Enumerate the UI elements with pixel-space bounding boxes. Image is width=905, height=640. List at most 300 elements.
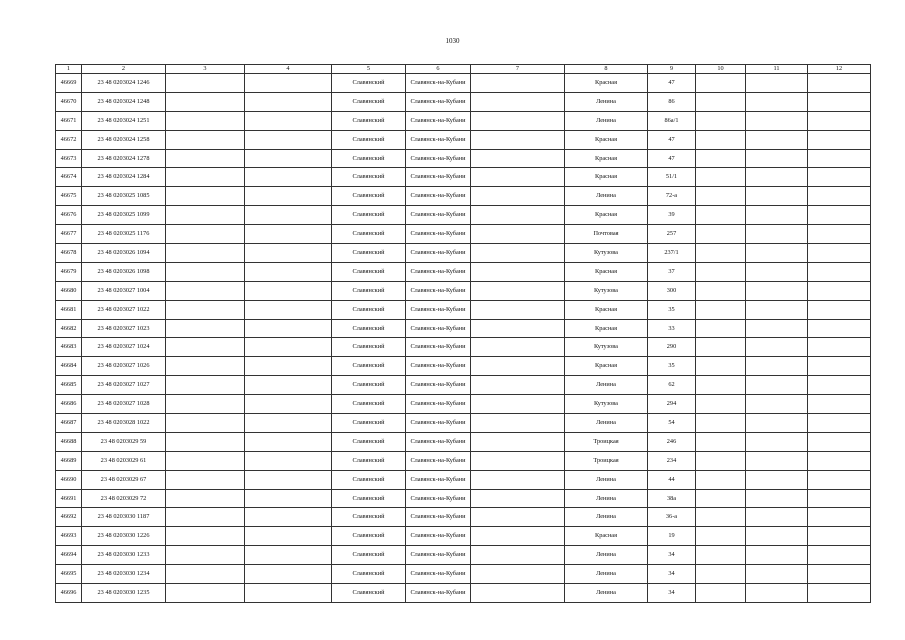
empty-cell (471, 262, 565, 281)
empty-cell (696, 130, 746, 149)
empty-cell (166, 489, 245, 508)
empty-cell (696, 225, 746, 244)
cadastral-number: 23 48 0203024 1251 (82, 111, 166, 130)
table-row (56, 338, 871, 357)
empty-cell (471, 319, 565, 338)
district-cell: Славянский (332, 319, 406, 338)
house-cell: 246 (648, 432, 696, 451)
locality-cell: Славянск-на-Кубани (406, 451, 471, 470)
empty-cell (245, 244, 332, 263)
row-number: 46670 (56, 92, 82, 111)
empty-cell (808, 206, 871, 225)
district-cell: Славянский (332, 262, 406, 281)
locality-cell: Славянск-на-Кубани (406, 168, 471, 187)
district-cell: Славянский (332, 584, 406, 603)
table-row (56, 187, 871, 206)
cadastral-number: 23 48 0203027 1023 (82, 319, 166, 338)
cadastral-number: 23 48 0203027 1004 (82, 281, 166, 300)
empty-cell (746, 584, 808, 603)
table-row (56, 376, 871, 395)
empty-cell (166, 527, 245, 546)
district-cell: Славянский (332, 92, 406, 111)
empty-cell (696, 206, 746, 225)
page-number: 1030 (445, 37, 460, 45)
empty-cell (245, 432, 332, 451)
empty-cell (746, 74, 808, 93)
empty-cell (471, 300, 565, 319)
row-number: 46680 (56, 281, 82, 300)
table-row (56, 432, 871, 451)
empty-cell (166, 149, 245, 168)
empty-cell (166, 546, 245, 565)
street-cell: Почтовая (565, 225, 648, 244)
empty-cell (166, 376, 245, 395)
empty-cell (696, 74, 746, 93)
empty-cell (696, 168, 746, 187)
house-cell: 34 (648, 584, 696, 603)
empty-cell (696, 584, 746, 603)
street-cell: Ленина (565, 489, 648, 508)
locality-cell: Славянск-на-Кубани (406, 376, 471, 395)
empty-cell (471, 130, 565, 149)
district-cell: Славянский (332, 111, 406, 130)
empty-cell (471, 451, 565, 470)
empty-cell (808, 565, 871, 584)
house-cell: 34 (648, 546, 696, 565)
empty-cell (746, 244, 808, 263)
row-number: 46678 (56, 244, 82, 263)
empty-cell (746, 395, 808, 414)
row-number: 46694 (56, 546, 82, 565)
row-number: 46674 (56, 168, 82, 187)
empty-cell (245, 206, 332, 225)
cadastral-number: 23 48 0203030 1233 (82, 546, 166, 565)
column-header: 8 (565, 65, 648, 74)
empty-cell (696, 262, 746, 281)
empty-cell (471, 281, 565, 300)
cadastral-number: 23 48 0203027 1022 (82, 300, 166, 319)
empty-cell (471, 489, 565, 508)
empty-cell (696, 414, 746, 433)
street-cell: Красная (565, 262, 648, 281)
house-cell: 19 (648, 527, 696, 546)
district-cell: Славянский (332, 470, 406, 489)
column-header: 12 (808, 65, 871, 74)
empty-cell (245, 130, 332, 149)
district-cell: Славянский (332, 206, 406, 225)
house-cell: 33 (648, 319, 696, 338)
empty-cell (696, 470, 746, 489)
locality-cell: Славянск-на-Кубани (406, 74, 471, 93)
empty-cell (746, 111, 808, 130)
column-header: 1 (56, 65, 82, 74)
street-cell: Красная (565, 300, 648, 319)
row-number: 46696 (56, 584, 82, 603)
empty-cell (746, 451, 808, 470)
empty-cell (471, 546, 565, 565)
empty-cell (746, 319, 808, 338)
empty-cell (471, 508, 565, 527)
empty-cell (245, 395, 332, 414)
empty-cell (471, 111, 565, 130)
street-cell: Кутузова (565, 395, 648, 414)
district-cell: Славянский (332, 281, 406, 300)
cadastral-number: 23 48 0203030 1234 (82, 565, 166, 584)
street-cell: Кутузова (565, 244, 648, 263)
empty-cell (746, 206, 808, 225)
locality-cell: Славянск-на-Кубани (406, 300, 471, 319)
empty-cell (808, 319, 871, 338)
table-body (56, 74, 871, 603)
empty-cell (746, 546, 808, 565)
column-header: 5 (332, 65, 406, 74)
street-cell: Ленина (565, 376, 648, 395)
empty-cell (245, 92, 332, 111)
table-row (56, 395, 871, 414)
empty-cell (166, 244, 245, 263)
cadastral-number: 23 48 0203030 1226 (82, 527, 166, 546)
empty-cell (166, 395, 245, 414)
empty-cell (808, 432, 871, 451)
cadastral-number: 23 48 0203025 1176 (82, 225, 166, 244)
table-row (56, 244, 871, 263)
table-row (56, 168, 871, 187)
column-header: 6 (406, 65, 471, 74)
empty-cell (166, 319, 245, 338)
locality-cell: Славянск-на-Кубани (406, 319, 471, 338)
empty-cell (245, 376, 332, 395)
empty-cell (696, 149, 746, 168)
empty-cell (471, 565, 565, 584)
district-cell: Славянский (332, 565, 406, 584)
street-cell: Красная (565, 168, 648, 187)
street-cell: Красная (565, 149, 648, 168)
empty-cell (471, 168, 565, 187)
street-cell: Красная (565, 74, 648, 93)
district-cell: Славянский (332, 187, 406, 206)
empty-cell (746, 376, 808, 395)
empty-cell (245, 111, 332, 130)
empty-cell (245, 357, 332, 376)
empty-cell (471, 395, 565, 414)
empty-cell (471, 470, 565, 489)
house-cell: 72-а (648, 187, 696, 206)
house-cell: 47 (648, 74, 696, 93)
empty-cell (696, 432, 746, 451)
empty-cell (746, 565, 808, 584)
empty-cell (166, 565, 245, 584)
empty-cell (245, 149, 332, 168)
table-row (56, 565, 871, 584)
registry-table (55, 64, 871, 603)
district-cell: Славянский (332, 414, 406, 433)
district-cell: Славянский (332, 74, 406, 93)
empty-cell (808, 338, 871, 357)
street-cell: Ленина (565, 92, 648, 111)
empty-cell (166, 300, 245, 319)
street-cell: Троицкая (565, 432, 648, 451)
empty-cell (696, 527, 746, 546)
empty-cell (245, 225, 332, 244)
empty-cell (166, 92, 245, 111)
row-number: 46676 (56, 206, 82, 225)
empty-cell (166, 508, 245, 527)
empty-cell (245, 338, 332, 357)
empty-cell (808, 508, 871, 527)
empty-cell (245, 565, 332, 584)
empty-cell (471, 527, 565, 546)
column-header: 2 (82, 65, 166, 74)
table-row (56, 74, 871, 93)
district-cell: Славянский (332, 225, 406, 244)
empty-cell (746, 527, 808, 546)
locality-cell: Славянск-на-Кубани (406, 225, 471, 244)
empty-cell (696, 281, 746, 300)
cadastral-number: 23 48 0203027 1024 (82, 338, 166, 357)
row-number: 46686 (56, 395, 82, 414)
empty-cell (166, 338, 245, 357)
empty-cell (696, 565, 746, 584)
empty-cell (746, 281, 808, 300)
empty-cell (245, 281, 332, 300)
row-number: 46675 (56, 187, 82, 206)
cadastral-number: 23 48 0203029 59 (82, 432, 166, 451)
empty-cell (245, 527, 332, 546)
empty-cell (166, 470, 245, 489)
locality-cell: Славянск-на-Кубани (406, 244, 471, 263)
cadastral-number: 23 48 0203024 1278 (82, 149, 166, 168)
district-cell: Славянский (332, 357, 406, 376)
empty-cell (166, 584, 245, 603)
table-row (56, 206, 871, 225)
column-header: 3 (166, 65, 245, 74)
empty-cell (166, 168, 245, 187)
empty-cell (808, 111, 871, 130)
house-cell: 86 (648, 92, 696, 111)
empty-cell (808, 376, 871, 395)
table-row (56, 130, 871, 149)
empty-cell (746, 432, 808, 451)
empty-cell (696, 451, 746, 470)
cadastral-number: 23 48 0203030 1235 (82, 584, 166, 603)
empty-cell (245, 546, 332, 565)
house-cell: 35 (648, 300, 696, 319)
empty-cell (696, 187, 746, 206)
empty-cell (808, 244, 871, 263)
table-row (56, 508, 871, 527)
empty-cell (808, 149, 871, 168)
house-cell: 237/1 (648, 244, 696, 263)
row-number: 46685 (56, 376, 82, 395)
house-cell: 38а (648, 489, 696, 508)
empty-cell (471, 206, 565, 225)
street-cell: Красная (565, 527, 648, 546)
header-row (56, 65, 871, 74)
empty-cell (471, 74, 565, 93)
empty-cell (808, 300, 871, 319)
empty-cell (746, 149, 808, 168)
district-cell: Славянский (332, 508, 406, 527)
empty-cell (746, 130, 808, 149)
locality-cell: Славянск-на-Кубани (406, 149, 471, 168)
empty-cell (696, 395, 746, 414)
empty-cell (808, 187, 871, 206)
empty-cell (245, 262, 332, 281)
house-cell: 51/1 (648, 168, 696, 187)
locality-cell: Славянск-на-Кубани (406, 432, 471, 451)
column-header: 11 (746, 65, 808, 74)
empty-cell (746, 262, 808, 281)
empty-cell (808, 92, 871, 111)
district-cell: Славянский (332, 168, 406, 187)
empty-cell (808, 470, 871, 489)
street-cell: Ленина (565, 546, 648, 565)
row-number: 46690 (56, 470, 82, 489)
locality-cell: Славянск-на-Кубани (406, 92, 471, 111)
cadastral-number: 23 48 0203029 67 (82, 470, 166, 489)
district-cell: Славянский (332, 489, 406, 508)
empty-cell (166, 225, 245, 244)
empty-cell (696, 376, 746, 395)
empty-cell (166, 74, 245, 93)
cadastral-number: 23 48 0203027 1028 (82, 395, 166, 414)
house-cell: 234 (648, 451, 696, 470)
column-header: 4 (245, 65, 332, 74)
empty-cell (808, 527, 871, 546)
cadastral-number: 23 48 0203025 1085 (82, 187, 166, 206)
cadastral-number: 23 48 0203024 1284 (82, 168, 166, 187)
column-header: 9 (648, 65, 696, 74)
empty-cell (808, 546, 871, 565)
empty-cell (166, 262, 245, 281)
empty-cell (808, 225, 871, 244)
cadastral-number: 23 48 0203024 1258 (82, 130, 166, 149)
street-cell: Ленина (565, 414, 648, 433)
district-cell: Славянский (332, 432, 406, 451)
table-row (56, 546, 871, 565)
street-cell: Ленина (565, 187, 648, 206)
street-cell: Красная (565, 319, 648, 338)
street-cell: Кутузова (565, 281, 648, 300)
street-cell: Ленина (565, 470, 648, 489)
empty-cell (471, 338, 565, 357)
table-row (56, 527, 871, 546)
row-number: 46691 (56, 489, 82, 508)
cadastral-number: 23 48 0203029 72 (82, 489, 166, 508)
table-row (56, 262, 871, 281)
row-number: 46693 (56, 527, 82, 546)
house-cell: 47 (648, 149, 696, 168)
locality-cell: Славянск-на-Кубани (406, 395, 471, 414)
empty-cell (471, 584, 565, 603)
row-number: 46682 (56, 319, 82, 338)
table-row (56, 470, 871, 489)
row-number: 46677 (56, 225, 82, 244)
street-cell: Красная (565, 357, 648, 376)
empty-cell (166, 111, 245, 130)
table-row (56, 300, 871, 319)
locality-cell: Славянск-на-Кубани (406, 187, 471, 206)
empty-cell (471, 244, 565, 263)
district-cell: Славянский (332, 527, 406, 546)
empty-cell (696, 319, 746, 338)
street-cell: Ленина (565, 508, 648, 527)
street-cell: Ленина (565, 111, 648, 130)
locality-cell: Славянск-на-Кубани (406, 357, 471, 376)
locality-cell: Славянск-на-Кубани (406, 206, 471, 225)
house-cell: 47 (648, 130, 696, 149)
street-cell: Красная (565, 130, 648, 149)
street-cell: Красная (565, 206, 648, 225)
empty-cell (746, 414, 808, 433)
empty-cell (166, 414, 245, 433)
locality-cell: Славянск-на-Кубани (406, 508, 471, 527)
empty-cell (746, 489, 808, 508)
district-cell: Славянский (332, 149, 406, 168)
empty-cell (808, 130, 871, 149)
house-cell: 39 (648, 206, 696, 225)
empty-cell (808, 74, 871, 93)
empty-cell (471, 376, 565, 395)
cadastral-number: 23 48 0203025 1099 (82, 206, 166, 225)
empty-cell (471, 357, 565, 376)
empty-cell (245, 414, 332, 433)
empty-cell (245, 470, 332, 489)
cadastral-number: 23 48 0203027 1026 (82, 357, 166, 376)
row-number: 46669 (56, 74, 82, 93)
empty-cell (696, 111, 746, 130)
locality-cell: Славянск-на-Кубани (406, 130, 471, 149)
table-row (56, 92, 871, 111)
locality-cell: Славянск-на-Кубани (406, 470, 471, 489)
empty-cell (696, 244, 746, 263)
empty-cell (696, 92, 746, 111)
locality-cell: Славянск-на-Кубани (406, 338, 471, 357)
empty-cell (808, 281, 871, 300)
empty-cell (808, 262, 871, 281)
empty-cell (696, 357, 746, 376)
empty-cell (746, 187, 808, 206)
empty-cell (696, 300, 746, 319)
house-cell: 44 (648, 470, 696, 489)
locality-cell: Славянск-на-Кубани (406, 584, 471, 603)
district-cell: Славянский (332, 395, 406, 414)
empty-cell (696, 338, 746, 357)
house-cell: 300 (648, 281, 696, 300)
empty-cell (166, 187, 245, 206)
column-header: 10 (696, 65, 746, 74)
table-row (56, 414, 871, 433)
district-cell: Славянский (332, 546, 406, 565)
row-number: 46684 (56, 357, 82, 376)
empty-cell (245, 489, 332, 508)
row-number: 46683 (56, 338, 82, 357)
empty-cell (746, 225, 808, 244)
district-cell: Славянский (332, 244, 406, 263)
house-cell: 34 (648, 565, 696, 584)
cadastral-number: 23 48 0203026 1094 (82, 244, 166, 263)
house-cell: 257 (648, 225, 696, 244)
district-cell: Славянский (332, 451, 406, 470)
empty-cell (808, 414, 871, 433)
empty-cell (471, 149, 565, 168)
table-row (56, 451, 871, 470)
empty-cell (471, 92, 565, 111)
locality-cell: Славянск-на-Кубани (406, 527, 471, 546)
empty-cell (245, 508, 332, 527)
street-cell: Троицкая (565, 451, 648, 470)
empty-cell (746, 168, 808, 187)
